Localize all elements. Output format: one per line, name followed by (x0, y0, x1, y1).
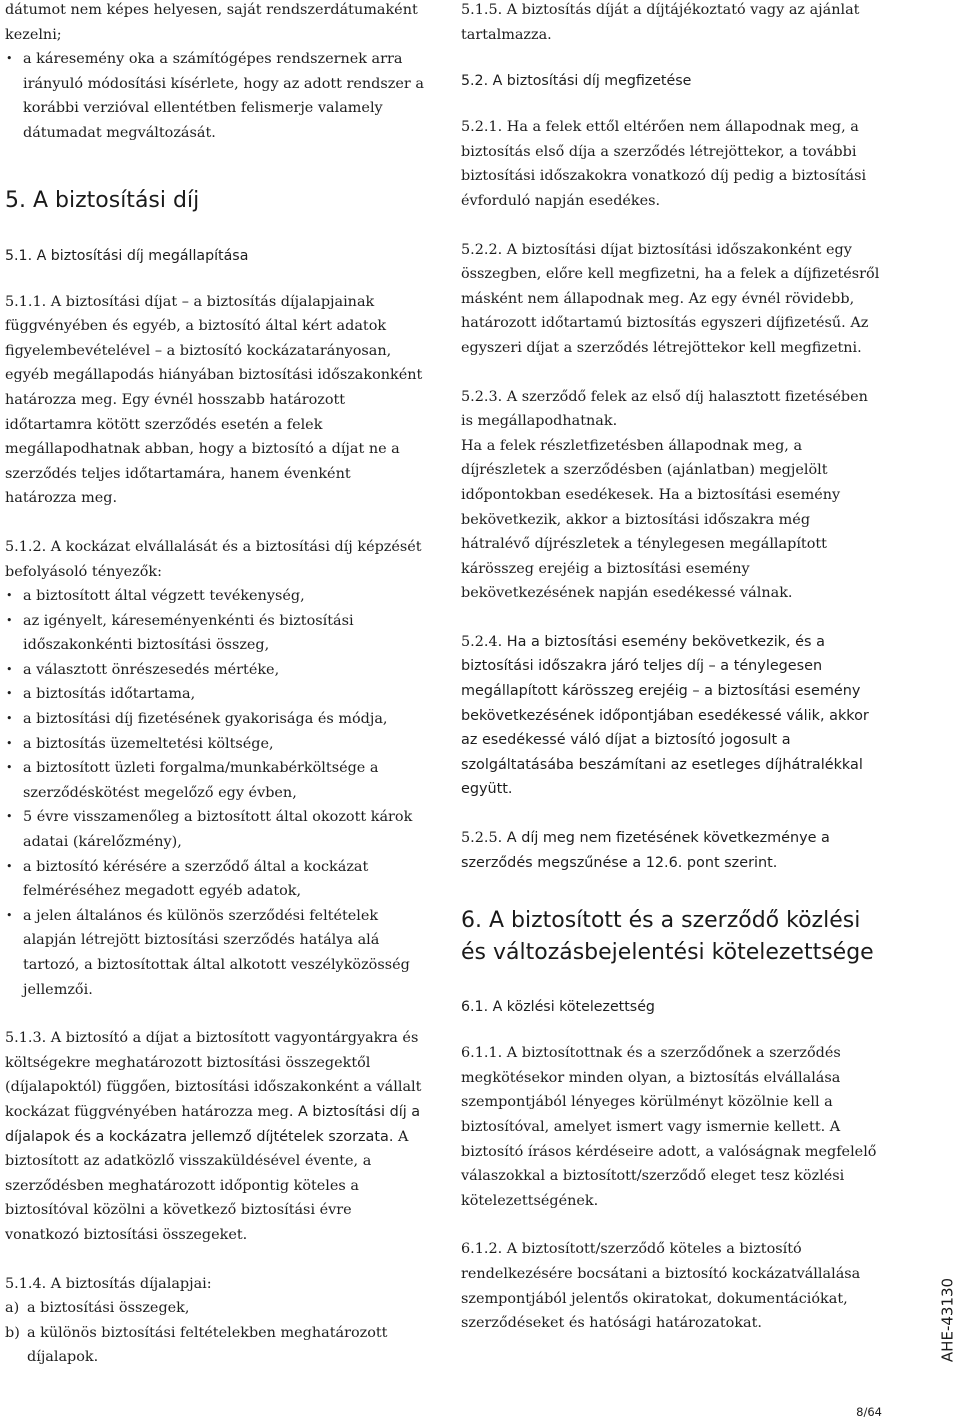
paragraph-5-2-3-cont: Ha a felek részletfizetésben állapodnak meg, a díjrészletek a szerződésben (ajánlatban) megjelölt időpontokban esedékesek. Ha a biztosítási esemény bekövetkezik, akkor a biztosítási időszakra még hátralévő díjrészletek a ténylegesen megállapított kárösszeg erejéig a biztosítási esemény bekövetkezésének napján esedékessé válnak. (461, 437, 841, 602)
paragraph-5-1-2: 5.1.2. A kockázat elvállalását és a biztosítási díj képzését befolyásoló tényezők: (5, 538, 422, 580)
paragraph-5-2-2: 5.2.2. A biztosítási díjat biztosítási időszakonként egy összegben, előre kell megfizetni, ha a felek a díjfizetésről másként nem állapodnak meg. Az egy évnél rövidebb, határozott időtartamú biztosítás egyszeri díjfizetésű. Az egyszeri díjat a szerződés létrejöttekor kell megfizetni. (461, 241, 880, 356)
paragraph-6-1-1: 6.1.1. A biztosítottnak és a szerződőnek a szerződés megkötésekor minden olyan, a biztosítás elvállalása szempontjából lényeges körülményt közölnie kell a biztosítóval, amelyet ismert vagy ismernie kellett. A biztosító írásos kérdéseire adott, a valóságnak megfelelő válaszokkal a biztosított/szerződő eleget tesz közlési kötelezettségének. (461, 1045, 877, 1209)
list-item-text: a biztosítási összegek, (27, 1300, 190, 1317)
right-column (461, 0, 881, 1336)
paragraph-5-1-1: 5.1.1. A biztosítási díjat – a biztosítás díjalapjainak függvényében és egyéb, a biztosító által kért adatok figyelembevételével – a biztosító kockázatarányosan, egyéb megállapodás hiányában biztosítási időszakonként határozza meg. Egy évnél hosszabb határozott időtartamra kötött szerződés esetén a felek megállapodhatnak abban, hogy a biztosító a díjat ne a szerződés teljes időtartamára, hanem évenként határozza meg. (5, 293, 423, 507)
section-heading-6: 6. A biztosított és a szerződő közlési és változásbejelentési kötelezettsége (461, 908, 874, 966)
subsection-heading-5-1: 5.1. A biztosítási díj megállapítása (5, 247, 249, 264)
list-item: • a biztosítás időtartama, (5, 682, 425, 707)
carry-bullet-list (5, 47, 425, 145)
list-item-text: a különös biztosítási feltételekben meghatározott díjalapok. (27, 1324, 388, 1366)
document-code: AHE-43130 (938, 1277, 957, 1363)
paragraph-5-1-3-emphasis: A biztosítási díj a díjalapok és a kockázatra jellemző díjtételek szorzata. (5, 1103, 421, 1145)
list-item: • az igényelt, káreseményenkénti és biztosítási időszakonkénti biztosítási összeg, (5, 609, 425, 658)
list-item: • a káresemény oka a számítógépes rendszernek arra irányuló módosítási kísérlete, hogy az adott rendszer a korábbi verzióval ellentétben felismerje valamely dátumadat megváltozását. (5, 47, 425, 145)
list-item: • a biztosítási díj fizetésének gyakorisága és módja, (5, 707, 425, 732)
paragraph-6-1-2: 6.1.2. A biztosított/szerződő köteles a biztosító rendelkezésére bocsátani a biztosító kockázatvállalása szempontjából jelentős okiratokat, dokumentációkat, szerződéseket és hatósági határozatokat. (461, 1241, 861, 1332)
list-marker: b) (5, 1324, 20, 1341)
list-item: • a biztosított által végzett tevékenység, (5, 584, 425, 609)
paragraph-5-2-3: 5.2.3. A szerződő felek az első díj halasztott fizetésében is megállapodhatnak. (461, 388, 868, 430)
list-item: • a biztosítás üzemeltetési költsége, (5, 732, 425, 757)
paragraph-5-2-4 (461, 630, 881, 802)
paragraph-5-2-4-number: 5.2.4. (461, 633, 503, 650)
subsection-heading-5-2: 5.2. A biztosítási díj megfizetése (461, 73, 692, 90)
list-item: • 5 évre visszamenőleg a biztosított által okozott károk adatai (kárelőzmény), (5, 805, 425, 854)
subsection-heading-6-1: 6.1. A közlési kötelezettség (461, 999, 655, 1016)
list-item: • a biztosító kérésére a szerződő által a kockázat felméréséhez megadott egyéb adatok, (5, 855, 425, 904)
list-item (5, 1321, 425, 1370)
carry-text: dátumot nem képes helyesen, saját rendszerdátumaként kezelni; (5, 2, 418, 43)
left-column (5, 0, 425, 1370)
paragraph-5-2-4-text: Ha a biztosítási esemény bekövetkezik, és a biztosítási időszakra járó teljes díj – a ténylegesen megállapított kárösszeg erejéig – a biztosítási esemény bekövetkezésének időpontjában esedékessé válik, akkor az esedékessé váló díjat a biztosító jogosult a szolgáltatásába beszámítani az esetleges díjhátralékkal együtt. (461, 633, 869, 798)
paragraph-5-1-3-rest: A biztosított az adatközlő visszaküldésével évente, a szerződésben meghatározott időpontig köteles a biztosítóval közölni a következő biztosítási évre vonatkozó biztosítási összegeket. (5, 1128, 409, 1243)
premium-base-list (5, 1296, 425, 1370)
paragraph-5-1-4: 5.1.4. A biztosítás díjalapjai: (5, 1275, 212, 1292)
list-item: • a jelen általános és különös szerződési feltételek alapján létrejött biztosítási szerződés hatálya alá tartozó, a biztosítottak által alkotott veszélyközösség jellemzői. (5, 904, 425, 1002)
section-heading-5: 5. A biztosítási díj (5, 187, 200, 213)
list-marker: a) (5, 1300, 20, 1317)
paragraph-5-2-5-text: A díj meg nem fizetésének következménye a szerződés megszűnése a 12.6. pont szerint. (461, 830, 830, 871)
factor-list (5, 584, 425, 1002)
list-item: • a választott önrészesedés mértéke, (5, 658, 425, 683)
paragraph-5-2-5-number: 5.2.5. (461, 830, 503, 847)
page-number: 8/64 (856, 1405, 882, 1419)
paragraph-5-2-5 (461, 826, 881, 875)
paragraph-5-1-3 (5, 1026, 425, 1247)
list-item (5, 1296, 425, 1321)
paragraph-5-1-3-text: 5.1.3. A biztosító a díjat a biztosított vagyontárgyakra és költségekre meghatározott biztosítási összegektől (díjalapoktól) függően, biztosítási időszakonként a vállalt kockázat függvényében határozza meg. (5, 1030, 422, 1120)
paragraph-5-2-1: 5.2.1. Ha a felek ettől eltérően nem állapodnak meg, a biztosítás első díja a szerződés létrejöttekor, a további biztosítási időszakokra vonatkozó díj pedig a biztosítási évforduló napján esedékes. (461, 119, 867, 209)
paragraph-5-1-5: 5.1.5. A biztosítás díját a díjtájékoztató vagy az ajánlat tartalmazza. (461, 2, 860, 43)
list-item: • a biztosított üzleti forgalma/munkabérköltsége a szerződéskötést megelőző egy évben, (5, 756, 425, 805)
